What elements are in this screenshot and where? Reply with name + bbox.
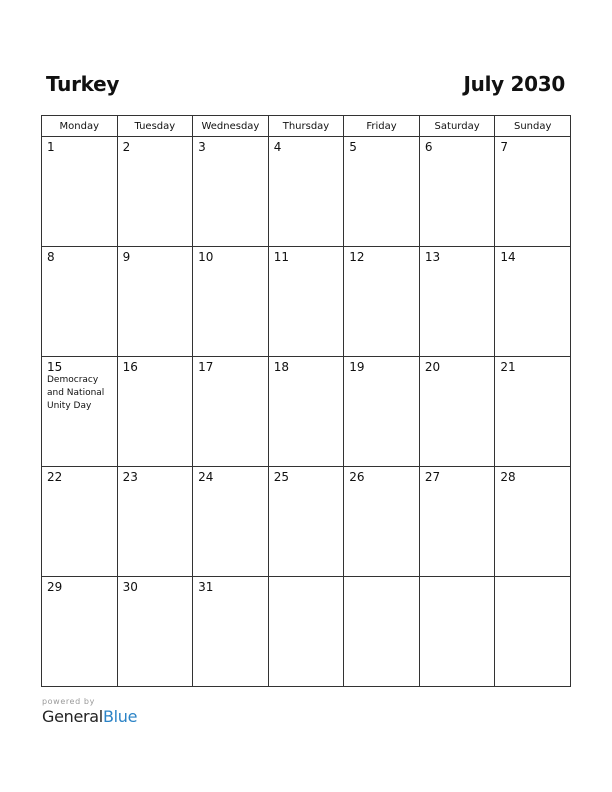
day-cell (344, 467, 420, 577)
brand-name-general: General (42, 707, 103, 726)
day-cell (344, 247, 420, 357)
day-cell (419, 357, 495, 467)
day-cell (193, 247, 269, 357)
day-number (269, 577, 344, 580)
day-cell (42, 137, 118, 247)
powered-by-label: powered by (42, 697, 95, 706)
week-row (42, 137, 571, 247)
day-number: 9 (122, 250, 131, 264)
day-cell (268, 137, 344, 247)
day-cell (344, 357, 420, 467)
week-row (42, 247, 571, 357)
day-number: 31 (198, 580, 214, 594)
calendar-country-title: Turkey (46, 72, 120, 96)
calendar-grid (41, 115, 571, 687)
day-number: 27 (424, 470, 441, 484)
day-number: 15 (47, 360, 63, 374)
day-cell (193, 577, 269, 687)
day-cell (268, 577, 344, 687)
day-cell (193, 137, 269, 247)
day-number: 13 (424, 250, 441, 264)
day-number: 7 (500, 140, 509, 154)
weekday-header: Saturday (419, 116, 495, 137)
day-number: 21 (500, 360, 516, 374)
day-number: 4 (273, 140, 282, 154)
day-cell (419, 467, 495, 577)
day-cell (419, 247, 495, 357)
day-cell (117, 357, 193, 467)
weekday-header: Wednesday (193, 116, 269, 137)
day-number: 26 (349, 470, 365, 484)
day-cell (495, 577, 571, 687)
day-cell (268, 357, 344, 467)
day-cell (344, 137, 420, 247)
brand-name-blue: Blue (102, 707, 138, 726)
day-cell (419, 137, 495, 247)
day-number: 29 (47, 580, 63, 594)
week-row (42, 467, 571, 577)
day-cell (419, 577, 495, 687)
day-cell (42, 357, 118, 467)
weekday-header: Thursday (268, 116, 344, 137)
footer-branding (42, 697, 137, 726)
day-number (495, 577, 570, 580)
day-cell (344, 577, 420, 687)
day-number: 1 (47, 140, 55, 154)
day-number: 24 (198, 470, 214, 484)
day-number: 14 (500, 250, 516, 264)
day-number: 22 (47, 470, 63, 484)
day-number: 17 (198, 360, 214, 374)
day-number: 28 (500, 470, 516, 484)
day-number: 19 (349, 360, 365, 374)
day-cell (117, 467, 193, 577)
day-cell (193, 467, 269, 577)
day-number: 6 (424, 140, 433, 154)
day-number: 10 (198, 250, 214, 264)
day-number: 23 (122, 470, 138, 484)
calendar-month-title: July 2030 (463, 72, 565, 96)
day-cell (42, 577, 118, 687)
week-row (42, 577, 571, 687)
day-number: 11 (273, 250, 289, 264)
day-cell (268, 247, 344, 357)
day-number: 18 (273, 360, 289, 374)
day-cell (117, 137, 193, 247)
day-number: 3 (198, 140, 206, 154)
day-number: 25 (273, 470, 289, 484)
day-cell (495, 357, 571, 467)
generalblue-logo (42, 707, 137, 726)
holiday-label: Democracy and National Unity Day (47, 375, 105, 411)
day-cell (42, 247, 118, 357)
weekday-header: Tuesday (117, 116, 193, 137)
day-cell (268, 467, 344, 577)
day-number: 30 (122, 580, 138, 594)
day-cell (495, 467, 571, 577)
day-number: 12 (349, 250, 365, 264)
day-number: 2 (122, 140, 131, 154)
weekday-header: Friday (344, 116, 420, 137)
day-number: 5 (349, 140, 357, 154)
day-number: 20 (424, 360, 441, 374)
week-row (42, 357, 571, 467)
day-cell (495, 137, 571, 247)
weekday-header: Sunday (495, 116, 571, 137)
day-number (344, 577, 419, 580)
day-cell (42, 467, 118, 577)
day-number (420, 577, 495, 580)
day-cell (117, 577, 193, 687)
weekday-header: Monday (42, 116, 118, 137)
weekday-header-row (42, 116, 571, 137)
day-number: 16 (122, 360, 138, 374)
day-number: 8 (47, 250, 55, 264)
day-cell (117, 247, 193, 357)
day-cell (495, 247, 571, 357)
day-cell (193, 357, 269, 467)
